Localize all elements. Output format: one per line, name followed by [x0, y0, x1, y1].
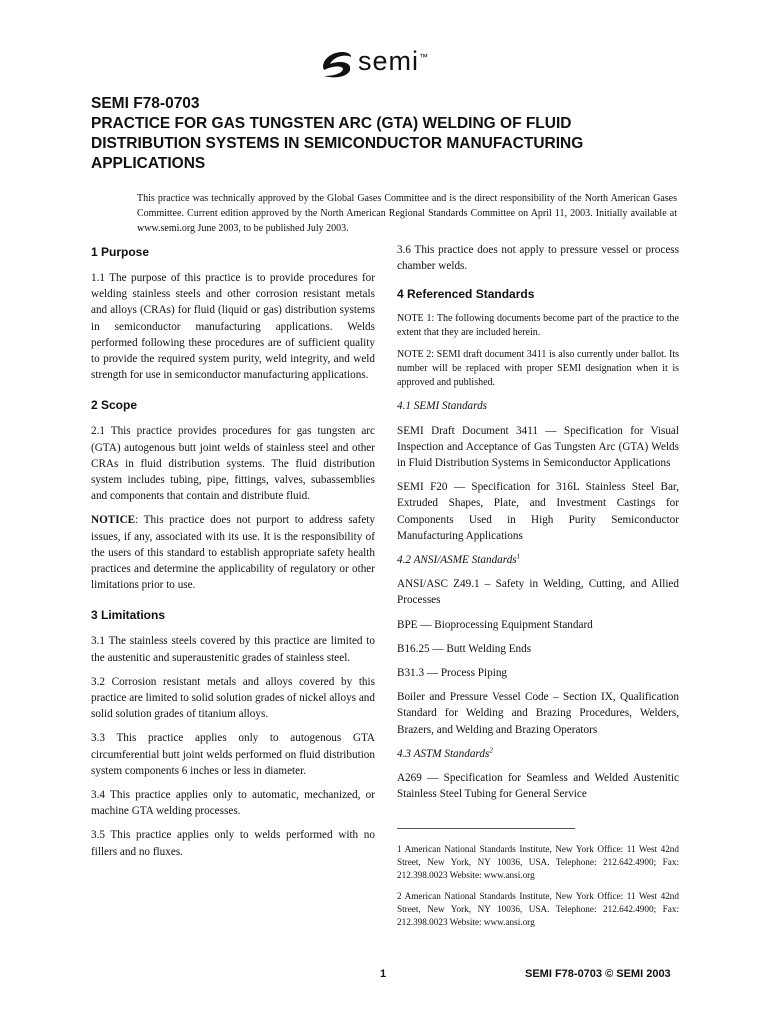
ref-b16-25: B16.25 — Butt Welding Ends [397, 642, 532, 655]
paragraph-3-2: 3.2 Corrosion resistant metals and alloys covered by this practice are limited to solid solution grades of nickel alloys and solid solution grades of titanium alloys. [91, 675, 375, 721]
ref-a269: A269 — Specification for Seamless and Welded Austenitic Stainless Steel Tubing for General Service [397, 772, 679, 801]
footnote-ref-2: 2 [489, 746, 493, 755]
notice-text: : This practice does not purport to address safety issues, if any, associated with its use. It is the responsibility of the users of this standard to establish appropriate safety health practices and determine the applicability of regulatory or other limitations prior to use. [91, 514, 375, 592]
paragraph-3-6: 3.6 This practice does not apply to pressure vessel or process chamber welds. [397, 244, 679, 273]
paragraph-1-1: 1.1 The purpose of this practice is to provide procedures for welding stainless steels and other corrosion resistant metals and alloys (CRAs) for fluid (liquid or gas) distribution systems in semiconductor manufacturing applications. Welds performed following these procedures are of sufficient quality to provide the required system purity, weld integrity, and weld strength for use in semiconductor manufacturing applications. [91, 272, 375, 382]
title-line-3: APPLICATIONS [91, 155, 206, 172]
note-1: NOTE 1: The following documents become part of the practice to the extent that they are included herein. [397, 313, 679, 339]
paragraph-2-1: 2.1 This practice provides procedures for gas tungsten arc (GTA) autogenous butt joint welds of stainless steel and other CRAs in fluid distribution systems. The fluid distribution system includes tubing, pipe, fittings, valves, subassemblies and components that contain and distribute fluid. [91, 425, 375, 503]
page-number: 1 [380, 968, 387, 980]
ref-semi-f20: SEMI F20 — Specification for 316L Stainless Steel Bar, Extruded Shapes, Plate, and Investment Castings for Components Used in High Purity Semiconductor Manufacturing Applications [397, 481, 679, 542]
footnote-1: 1 American National Standards Institute, New York Office: 11 West 42nd Street, New York, NY 10036, USA. Telephone: 212.642.4900; Fax: 212.398.0023 Website: www.ansi.org [397, 844, 679, 881]
note-2: NOTE 2: SEMI draft document 3411 is also currently under ballot. Its number will be replaced with proper SEMI designation when it is approved and published. [397, 349, 679, 389]
ref-boiler-code: Boiler and Pressure Vessel Code – Section IX, Qualification Standard for Welding and Brazing Procedures, Welders, Brazers, and Welding and Brazing Operators [397, 691, 679, 736]
title-line-2: DISTRIBUTION SYSTEMS IN SEMICONDUCTOR MANUFACTURING [91, 135, 584, 152]
ref-semi-draft-3411: SEMI Draft Document 3411 — Specification for Visual Inspection and Acceptance of Gas Tungsten Arc (GTA) Welds in Fluid Distribution Systems in Semiconductor Applications [397, 424, 679, 470]
footnote-2: 2 American National Standards Institute, New York Office: 11 West 42nd Street, New York, NY 10036, USA. Telephone: 212.642.4900; Fax: 212.398.0023 Website: www.ansi.org [397, 891, 679, 928]
semi-swoosh-icon [318, 48, 356, 80]
document-title [91, 94, 691, 174]
title-line-1: PRACTICE FOR GAS TUNGSTEN ARC (GTA) WELDING OF FLUID [91, 115, 572, 132]
paragraph-3-5: 3.5 This practice applies only to welds performed with no fillers and no fluxes. [91, 829, 375, 858]
footnote-ref-1: 1 [516, 552, 521, 561]
logo-text: semi™ [358, 46, 430, 76]
subheading-ansi-asme: 4.2 ANSI/ASME Standards$^1$ [397, 552, 521, 567]
footnote-divider [397, 828, 575, 829]
approval-statement: This practice was technically approved by the Global Gases Committee and is the direct responsibility of the North American Gases Committee. Current edition approved by the North American Regional Standards Committee on April 11, 2003. Initially available at www.semi.org June 2003, to be published July 2003. [137, 193, 677, 234]
document-code: SEMI F78-0703 [91, 95, 200, 112]
footer-reference: SEMI F78-0703 © SEMI 2003 [525, 968, 671, 980]
section-heading-purpose: 1 Purpose [91, 245, 150, 259]
ref-b31-3: B31.3 — Process Piping [397, 667, 508, 680]
paragraph-3-4: 3.4 This practice applies only to automatic, mechanized, or machine GTA welding processes. [91, 789, 375, 818]
notice-paragraph [91, 512, 375, 593]
section-heading-referenced-standards: 4 Referenced Standards [397, 287, 535, 302]
section-heading-scope: 2 Scope [91, 398, 138, 413]
ref-ansi-z49: ANSI/ASC Z49.1 – Safety in Welding, Cutting, and Allied Processes [397, 578, 679, 607]
right-column [397, 242, 679, 937]
ref-bpe: BPE — Bioprocessing Equipment Standard [397, 618, 593, 631]
subheading-astm: 4.3 ASTM Standards$^2$ [397, 746, 493, 760]
semi-logo [318, 46, 468, 82]
notice-label: NOTICE [91, 514, 136, 527]
section-heading-limitations: 3 Limitations [91, 608, 166, 623]
left-column [91, 244, 375, 868]
paragraph-3-1: 3.1 The stainless steels covered by this practice are limited to the austenitic and superaustenitic grades of stainless steel. [91, 635, 375, 664]
subheading-semi-standards: 4.1 SEMI Standards [397, 400, 488, 413]
paragraph-3-3: 3.3 This practice applies only to autogenous GTA circumferential butt joint welds performed on fluid distribution system components 6 inches or less in diameter. [91, 732, 375, 777]
